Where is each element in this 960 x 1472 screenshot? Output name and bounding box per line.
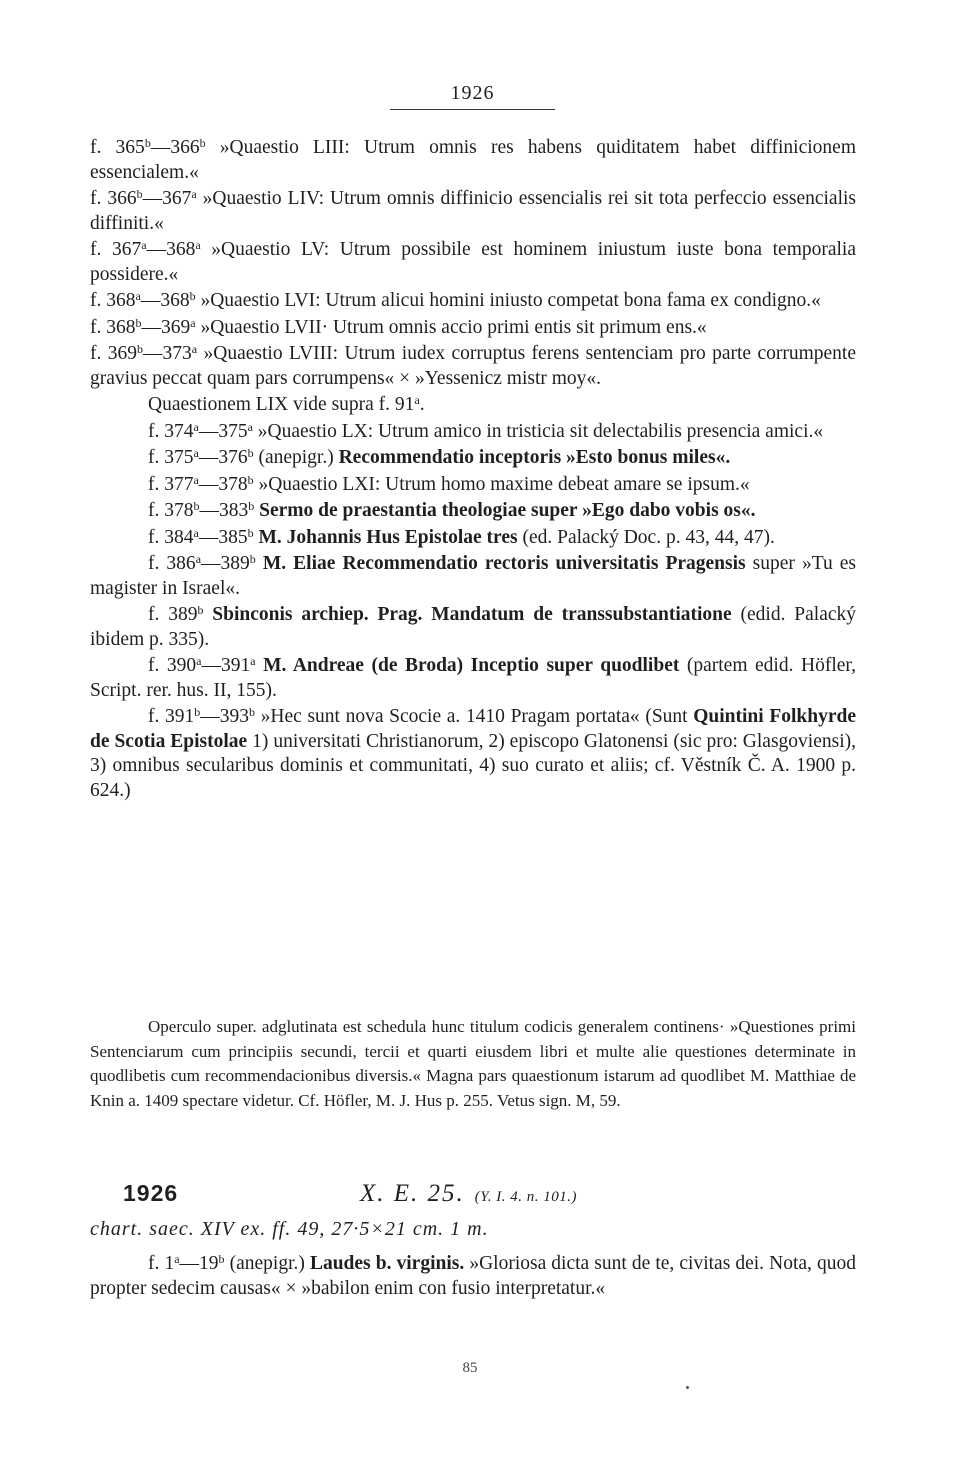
entry-folio-range: —389 [201, 553, 250, 574]
entry-title: Laudes b. virginis. [309, 1253, 465, 1274]
catalog-entry [90, 499, 856, 524]
entry-text: »Quaestio LIV: Utrum omnis diffinicio essencialis rei sit tota perfeccio essencialis diffiniti.« [90, 188, 856, 234]
codex-shelfmark: X. E. 25. [360, 1180, 465, 1207]
catalog-entry [90, 316, 856, 341]
catalog-entry [90, 603, 856, 652]
entry-folio: f. 1 [148, 1253, 175, 1274]
entry-folio-range: —378 [198, 473, 248, 495]
codex-old-shelfmark: (Y. I. 4. n. 101.) [474, 1189, 577, 1205]
entry-folio-side: a [174, 1252, 180, 1266]
entry-folio: f. 391 [148, 706, 195, 727]
entry-folio-side: b [218, 1252, 225, 1266]
entry-text: (edid. Palacký ibidem p. 335). [90, 604, 857, 650]
entry-folio-side: a [247, 419, 253, 434]
entry-folio: f. 365 [90, 137, 145, 158]
entry-text: »Hec sunt nova Scocie a. 1410 Pragam portata« (Sunt [255, 706, 694, 727]
catalog-entry [90, 705, 856, 803]
entry-text: »Quaestio LX: Utrum amico in tristicia sit delectabilis presencia amici.« [252, 420, 824, 442]
entry-folio: f. 389 [148, 604, 198, 625]
codex-description: chart. saec. XIV ex. ff. 49, 27·5×21 cm. 1 m. [90, 1218, 489, 1240]
entry-folio-side: b [247, 446, 254, 460]
entry-folio: f. 367 [90, 239, 142, 260]
catalog-entry [90, 238, 856, 287]
entry-folio-side: a [191, 342, 198, 356]
entry-folio-range: —376 [198, 447, 248, 468]
catalog-entry [90, 289, 856, 314]
entry-folio-side: b [135, 315, 142, 330]
entry-folio-side: a [193, 419, 199, 434]
entry-text: 1) universitati Christianorum, 2) episcopo Glatonensi (sic pro: Glasgoviensi), 3) omnibus secularibus dominis et communitati, 4) suo curato et aliis; cf. Věstník Č. A. 1900 p. 624.) [90, 730, 856, 801]
entry-title: M. Eliae Recommendatio rectoris universitatis Pragensis [262, 553, 746, 574]
entry-folio-range: —385 [198, 526, 248, 548]
entry-folio-side: b [137, 342, 144, 356]
entry-folio: f. 377 [148, 473, 194, 495]
entry-folio-range: —368 [146, 239, 196, 260]
catalog-entry [90, 446, 856, 471]
entry-folio-side: b [197, 603, 204, 617]
codex-signature [360, 1180, 577, 1208]
entry-text: »Quaestio LVII· Utrum omnis accio primi entis sit primum ens.« [195, 316, 707, 338]
entry-folio: f. 368 [90, 316, 136, 338]
entry-text: »Quaestio LV: Utrum possibile est hominem iniustum iuste bona temporalia possidere.« [90, 239, 857, 285]
entry-folio-range: —375 [198, 420, 248, 442]
entry-prefix: (anepigr.) [224, 1253, 310, 1274]
entry-text: »Quaestio LVIII: Utrum iudex corruptus ferens sentenciam pro parte corrumpente gravius peccat quam pars corrumpens« × »Yessenicz mistr moy«. [90, 343, 857, 389]
entry-folio-range: —383 [199, 500, 249, 521]
entry-prefix [256, 553, 263, 574]
entry-folio: f. 366 [90, 188, 137, 209]
catalog-entry [90, 654, 856, 703]
entry-folio: f. 378 [148, 500, 194, 521]
entry-folio: f. 374 [148, 420, 194, 442]
entry-folio-side: b [249, 552, 256, 566]
codex-number: 1926 [123, 1180, 179, 1206]
codex-heading [90, 1180, 856, 1220]
entry-folio: f. 368 [90, 290, 136, 311]
entry-title: Recommendatio inceptoris »Esto bonus miles«. [338, 447, 731, 468]
entry-folio-side: b [144, 136, 151, 150]
printer-dot [686, 1386, 689, 1389]
entry-folio: f. 386 [148, 553, 196, 574]
entry-prefix [203, 604, 212, 625]
entry-folio-range: —367 [142, 188, 192, 209]
codex-entry [90, 1252, 856, 1301]
entry-folio-side: a [190, 315, 196, 330]
entry-folio-range: —368 [140, 290, 190, 311]
catalog-entry [90, 342, 856, 391]
entry-folio-side: b [249, 705, 256, 719]
note-paragraph: Operculo super. adglutinata est schedula hunc titulum codicis generalem continens· »Questiones primi Sentenciarum cum principiis secundi, tercii et quarti eiusdem libri et multe alie questiones determinate in quodlibetis cum recommendacionibus diversis.« Magna pars quaestionum istarum ad quodlibet M. Matthiae de Knin a. 1409 spectare videtur. Cf. Höfler, M. J. Hus p. 255. Vetus sign. M, 59. [90, 1017, 856, 1110]
entry-folio-range: —393 [200, 706, 250, 727]
catalog-entry [90, 187, 856, 236]
running-head: 1926 [390, 82, 555, 110]
catalog-entry [90, 420, 856, 445]
entry-title: Quintini Folkhyrde de Scotia Epistolae [90, 706, 857, 752]
entry-folio-side: b [199, 136, 206, 150]
entry-folio-side: b [194, 705, 201, 719]
catalog-entry [90, 473, 856, 498]
entry-folio-range: —369 [141, 316, 191, 338]
entry-folio: f. 390 [148, 655, 197, 676]
entry-text: super »Tu es magister in Israel«. [90, 553, 857, 599]
entry-folio-side: a [193, 446, 199, 460]
entry-folio-side: a [195, 552, 202, 566]
entry-text: (partem edid. Höfler, Script. rer. hus. II, 155). [90, 655, 856, 701]
entry-folio-side: a [141, 238, 147, 252]
entry-title: Sbinconis archiep. Prag. Mandatum de transsubstantiatione [212, 604, 732, 625]
catalog-entry [90, 552, 856, 601]
entry-folio-side: b [193, 499, 200, 513]
page-number: 85 [462, 1360, 478, 1376]
entry-folio: Quaestionem LIX vide supra f. 91 [148, 394, 415, 415]
entry-folio-range: . [419, 394, 425, 415]
entry-folio-side: a [195, 238, 201, 252]
entry-folio-range: —391 [201, 655, 251, 676]
entry-folio-side: b [247, 472, 254, 487]
entry-folio-range: —366 [150, 137, 200, 158]
catalog-entry [90, 526, 856, 551]
entry-folio-side: a [193, 525, 199, 540]
entry-text: »Quaestio LIII: Utrum omnis res habens quiditatem habet diffinicionem essencialem.« [90, 137, 856, 183]
entry-folio-side: b [189, 289, 196, 303]
entry-text: »Quaestio LXI: Utrum homo maxime debeat amare se ipsum.« [253, 473, 750, 495]
entry-title: M. Johannis Hus Epistolae tres [258, 526, 518, 548]
entry-folio-side: b [247, 525, 254, 540]
entry-text: »Gloriosa dicta sunt de te, civitas dei. Nota, quod propter sedecim causas« × »babilon enim con fusio interpretatur.« [90, 1253, 856, 1299]
entry-folio: f. 375 [148, 447, 194, 468]
entry-folio-side: a [191, 187, 197, 201]
entry-folio-range: —19 [179, 1253, 219, 1274]
entry-folio-side: a [135, 289, 141, 303]
entry-folio-side: a [196, 654, 202, 668]
entry-list [90, 136, 856, 805]
entry-folio-side: a [193, 472, 199, 487]
entry-text: »Quaestio LVI: Utrum alicui homini iniusto competat bona fama ex condigno.« [195, 290, 821, 311]
catalog-entry [90, 136, 856, 185]
catalog-entry [90, 393, 856, 418]
entry-folio-side: a [414, 393, 420, 407]
entry-title: Sermo de praestantia theologiae super »Ego dabo vobis os«. [259, 500, 756, 521]
entry-title: M. Andreae (de Broda) Inceptio super quodlibet [263, 655, 680, 676]
entry-folio-side: b [248, 499, 255, 513]
entry-prefix [256, 655, 264, 676]
entry-prefix: (anepigr.) [253, 447, 339, 468]
entry-folio: f. 369 [90, 343, 138, 364]
entry-folio-range: —373 [143, 343, 192, 364]
entry-text: (ed. Palacký Doc. p. 43, 44, 47). [517, 526, 775, 548]
entry-folio: f. 384 [148, 526, 194, 548]
entry-folio-side: b [136, 187, 143, 201]
entry-folio-side: a [250, 654, 256, 668]
